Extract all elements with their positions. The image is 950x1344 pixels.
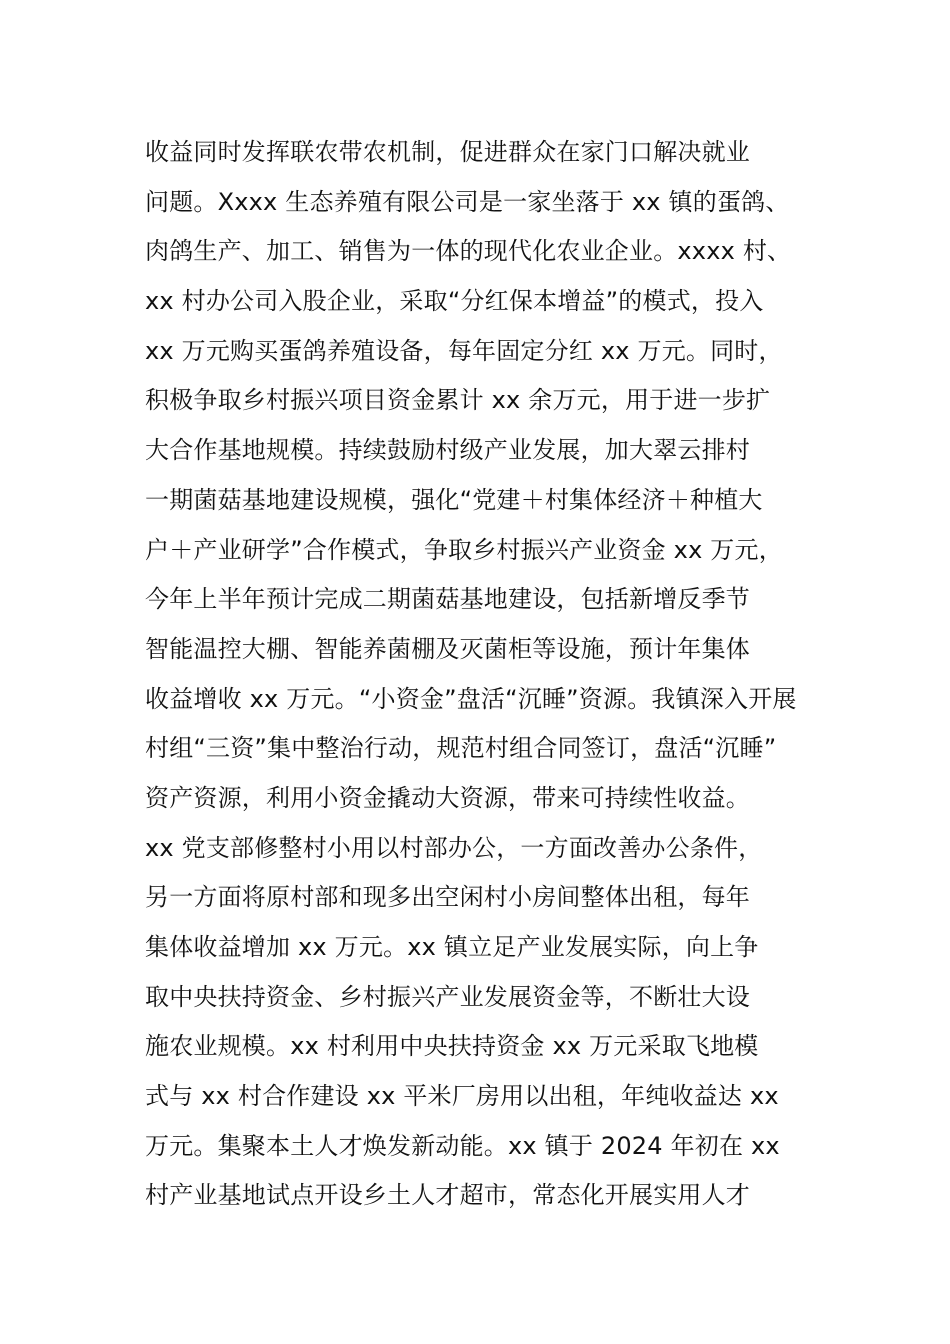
text-line: 万元。集聚本土人才焕发新动能。xx 镇于 2024 年初在 xx bbox=[145, 1131, 780, 1160]
text-line: 大合作基地规模。持续鼓励村级产业发展，加大翠云排村 bbox=[145, 436, 750, 465]
text-line: 户＋产业研学”合作模式，争取乡村振兴产业资金 xx 万元， bbox=[145, 535, 783, 564]
text-line: 村产业基地试点开设乡土人才超市，常态化开展实用人才 bbox=[145, 1181, 750, 1210]
text-line: 一期菌菇基地建设规模，强化“党建＋村集体经济＋种植大 bbox=[145, 485, 763, 514]
text-line: 问题。Xxxx 生态养殖有限公司是一家坐落于 xx 镇的蛋鸽、 bbox=[145, 187, 790, 216]
text-line: 收益增收 xx 万元。“小资金”盘活“沉睡”资源。我镇深入开展 bbox=[145, 684, 797, 713]
body-paragraph bbox=[145, 128, 845, 1221]
text-line: 另一方面将原村部和现多出空闲村小房间整体出租，每年 bbox=[145, 883, 750, 912]
text-line: xx 村办公司入股企业，采取“分红保本增益”的模式，投入 bbox=[145, 287, 764, 316]
text-line: 取中央扶持资金、乡村振兴产业发展资金等，不断壮大设 bbox=[145, 982, 750, 1011]
text-line: 式与 xx 村合作建设 xx 平米厂房用以出租，年纯收益达 xx bbox=[145, 1082, 779, 1111]
text-line: 肉鸽生产、加工、销售为一体的现代化农业企业。xxxx 村、 bbox=[145, 237, 792, 266]
text-line: 村组“三资”集中整治行动，规范村组合同签订，盘活“沉睡” bbox=[145, 734, 777, 763]
text-line: 施农业规模。xx 村利用中央扶持资金 xx 万元采取飞地模 bbox=[145, 1032, 759, 1061]
text-line: xx 党支部修整村小用以村部办公，一方面改善办公条件， bbox=[145, 833, 763, 862]
text-line: xx 万元购买蛋鸽养殖设备，每年固定分红 xx 万元。同时， bbox=[145, 336, 783, 365]
text-line: 收益同时发挥联农带农机制，促进群众在家门口解决就业 bbox=[145, 138, 750, 166]
text-line: 资产资源，利用小资金撬动大资源，带来可持续性收益。 bbox=[145, 783, 750, 812]
text-line: 智能温控大棚、智能养菌棚及灭菌柜等设施，预计年集体 bbox=[145, 634, 750, 663]
text-line: 积极争取乡村振兴项目资金累计 xx 余万元，用于进一步扩 bbox=[145, 386, 771, 415]
text-line: 今年上半年预计完成二期菌菇基地建设，包括新增反季节 bbox=[145, 585, 750, 614]
text-line: 集体收益增加 xx 万元。xx 镇立足产业发展实际，向上争 bbox=[145, 933, 759, 961]
